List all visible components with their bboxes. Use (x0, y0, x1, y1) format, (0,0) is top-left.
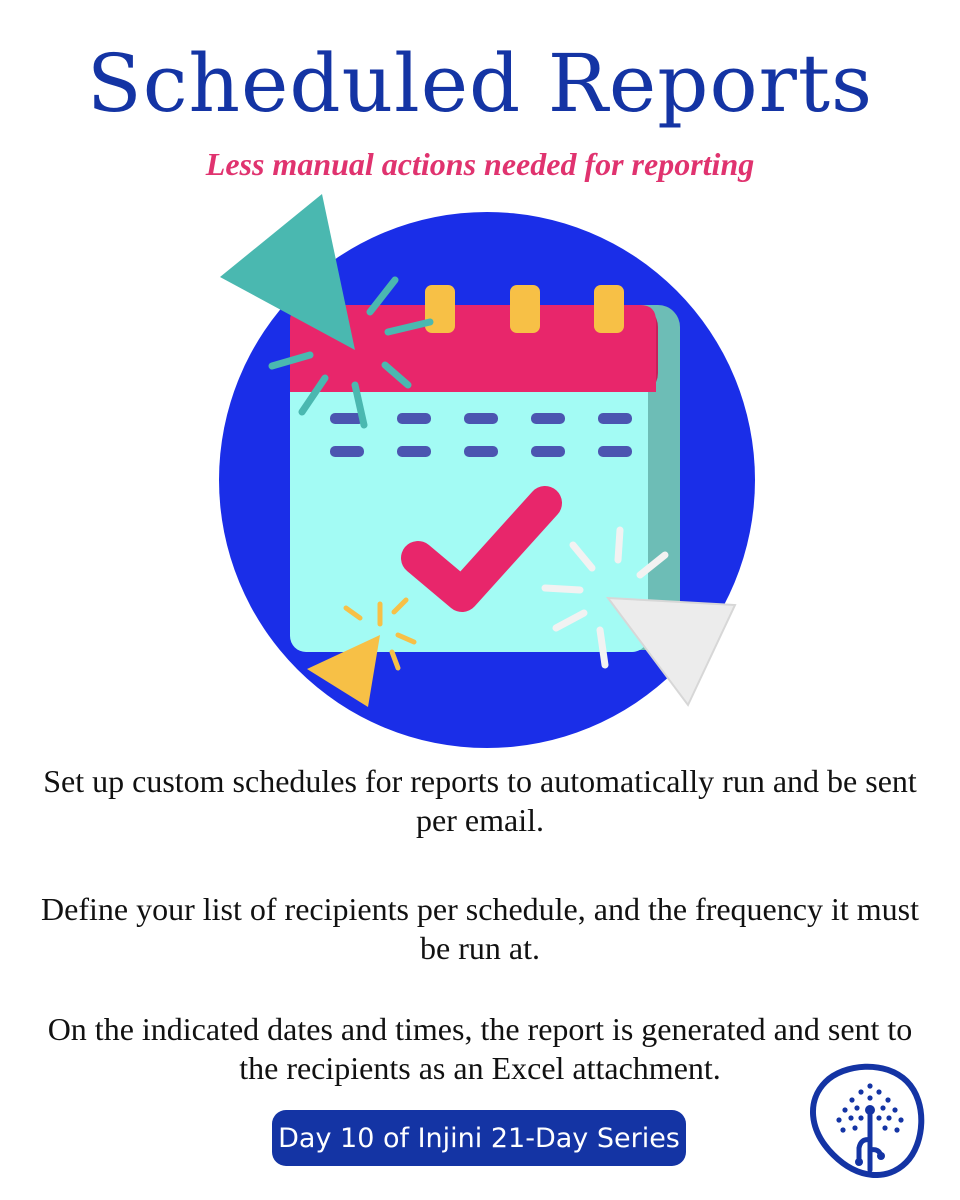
calendar-check-icon (0, 180, 960, 760)
calendar-ring (594, 285, 624, 333)
calendar-ring (510, 285, 540, 333)
paragraph-excel-attachment: On the indicated dates and times, the report is generated and sent to the recipients as an Excel attachment. (47, 1011, 913, 1087)
calendar-ring (425, 285, 455, 333)
paragraph-recipients: Define your list of recipients per schedule, and the frequency it must be run at. (41, 891, 919, 967)
page-subtitle: Less manual actions needed for reporting (205, 146, 755, 182)
series-badge: Day 10 of Injini 21-Day Series (272, 1110, 686, 1166)
injini-tree-logo (805, 1058, 935, 1178)
page-title: Scheduled Reports (86, 37, 874, 130)
paragraph-custom-schedules: Set up custom schedules for reports to automatically run and be sent per email. (43, 763, 917, 839)
